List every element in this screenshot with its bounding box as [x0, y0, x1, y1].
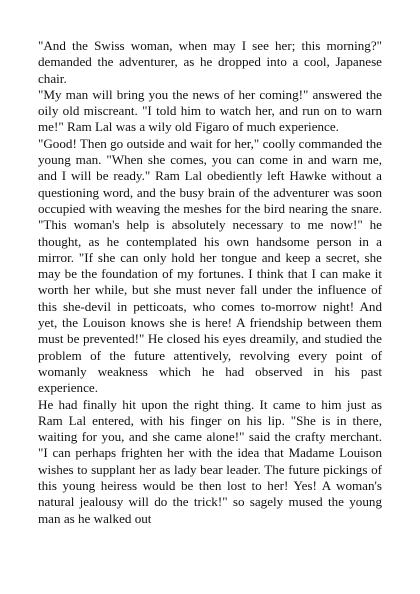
paragraph: "Good! Then go outside and wait for her," coolly commanded the young man. "When she comes, you can come in and warn me, and I will be ready." Ram Lal obediently left Hawke without a questioning word, and the busy brain of the adventurer was soon occupied with weaving the meshes for the bird nearing the snare. "This woman's help is absolutely necessary to me now!" he thought, as he contemplated his own handsome person in a mirror. "If she can only hold her tongue and keep a secret, she may be the foundation of my fortunes. I think that I can make it worth her while, but she must never fall under the influence of this she-devil in petticoats, who comes to-morrow night! And yet, the Louison knows she is here! A friendship between them must be prevented!" He closed his eyes dreamily, and studied the problem of the future attentively, revolving every point of womanly weakness which he had observed in his past experience.	[38, 135, 382, 396]
paragraph: "And the Swiss woman, when may I see her; this morning?" demanded the adventurer, as he dropped into a cool, Japanese chair.	[38, 38, 382, 86]
paragraph: "My man will bring you the news of her coming!" answered the oily old miscreant. "I told him to watch her, and run on to warn me!" Ram Lal was a wily old Figaro of much experience.	[38, 86, 382, 135]
paragraph: He had finally hit upon the right thing. It came to him just as Ram Lal entered, with his finger on his lip. "She is in there, waiting for you, and she came alone!" said the crafty merchant. "I can perhaps frighten her with the idea that Madame Louison wishes to supplant her as lady bear leader. The future pickings of this young heiress would be then lost to her! Yes! A woman's natural jealousy will do the trick!" so sagely mused the young man as he walked out	[38, 396, 382, 526]
page-text	[38, 38, 382, 527]
